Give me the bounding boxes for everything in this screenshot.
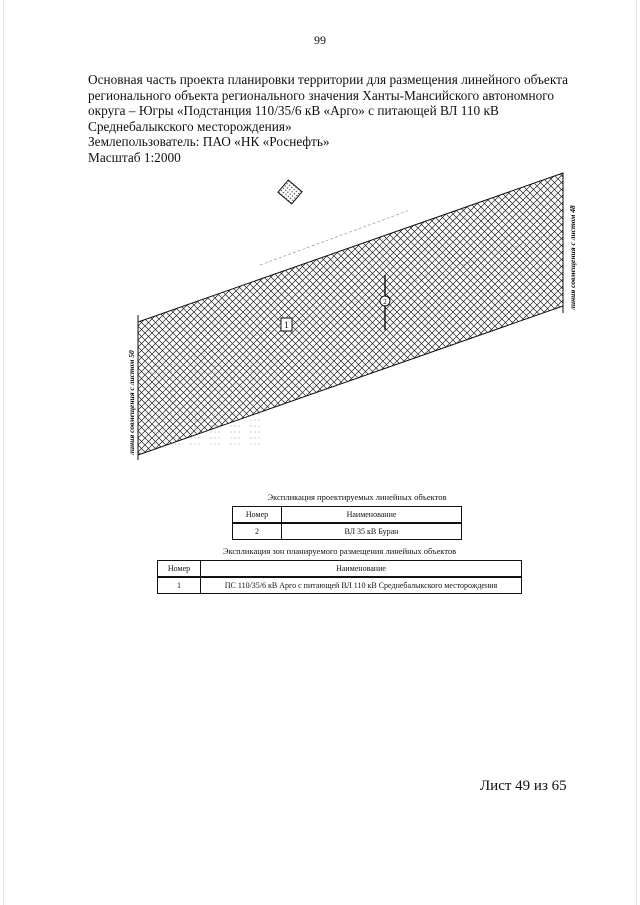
table-header-row <box>233 507 462 524</box>
linear-table-title: Экспликация проектируемых линейных объектов <box>267 492 447 502</box>
table-cell: ПС 110/35/6 кВ Арго с питающей ВЛ 110 кВ Среднебалыкского месторождения <box>201 577 522 594</box>
zone-marker-label: 1 <box>284 320 289 330</box>
table-header-row <box>158 561 522 578</box>
zones-table <box>157 560 522 594</box>
right-matchline-label: линия совмещения с листом 48 <box>568 205 577 310</box>
sheet-label: Лист 49 из 65 <box>480 778 567 794</box>
scale-line: Масштаб 1:2000 <box>88 149 181 165</box>
land-user-line: Землепользователь: ПАО «НК «Роснефть» <box>88 134 330 149</box>
header-cell: Наименование <box>201 561 522 578</box>
table-row <box>158 577 522 594</box>
header-line: Среднебалыкского месторождения» <box>88 118 292 134</box>
table-cell: ВЛ 35 кВ Буран <box>282 523 462 540</box>
planning-map <box>110 165 590 475</box>
page-number: 99 <box>314 33 326 47</box>
header-cell: Наименование <box>282 507 462 524</box>
object-marker-label: 2 <box>383 298 387 306</box>
left-matchline-label: линия совмещения с листом 50 <box>127 350 136 455</box>
scan-edge-right <box>636 0 637 905</box>
scan-edge-left <box>3 0 4 905</box>
header-line: округа – Югры «Подстанция 110/35/6 кВ «Арго» с питающей ВЛ 110 кВ <box>88 103 499 118</box>
table-cell: 1 <box>158 577 201 594</box>
linear-objects-table <box>232 506 462 540</box>
document-header <box>88 72 568 165</box>
table-cell: 2 <box>233 523 282 540</box>
zones-table-title: Экспликация зон планируемого размещения линейных объектов <box>222 546 457 556</box>
header-line: Основная часть проекта планировки территории для размещения линейного объекта <box>88 72 568 87</box>
dotted-parcel <box>278 180 302 204</box>
header-line: регионального объекта регионального значения Ханты-Мансийского автономного <box>88 87 555 103</box>
background-features <box>140 365 260 445</box>
table-row <box>233 523 462 540</box>
header-cell: Номер <box>158 561 201 578</box>
header-cell: Номер <box>233 507 282 524</box>
